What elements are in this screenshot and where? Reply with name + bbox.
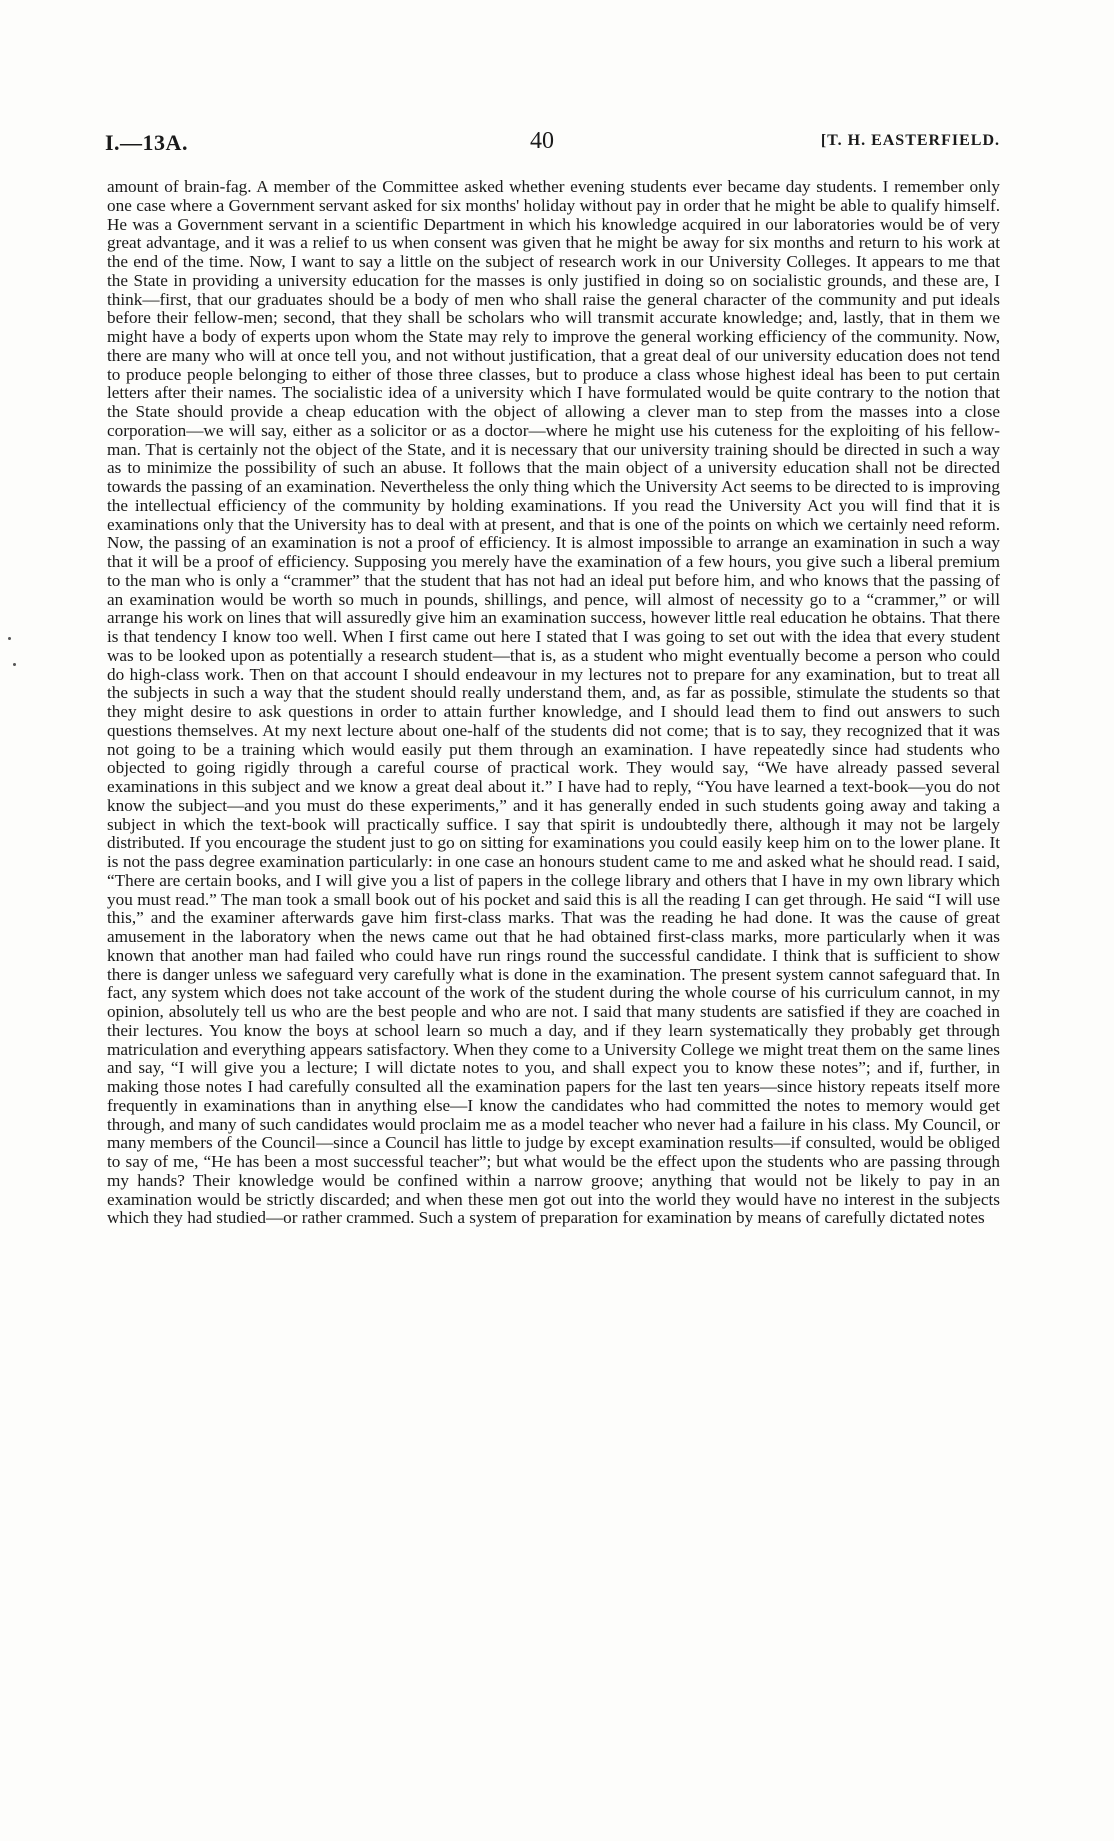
scan-speck xyxy=(13,663,16,666)
paper-reference: I.—13A. xyxy=(105,130,188,155)
body-paragraph: amount of brain-fag. A member of the Committee asked whether evening students ever became day students. I remember only one case where a Government servant asked for six months' holiday without pay in order that he might be able to qualify himself. He was a Government servant in a scientific Department in which his knowledge acquired in our laboratories would be of very great advantage, and it was a relief to us when consent was given that he might be away for six months and return to his work at the end of the time. Now, I want to say a little on the subject of research work in our University Colleges. It appears to me that the State in providing a university education for the masses is only justified in doing so on socialistic grounds, and these are, I think—first, that our graduates should be a body of men who shall raise the general character of the community and put ideals before their fellow-men; second, that they shall be scholars who will transmit accurate knowledge; and, lastly, that in them we might have a body of experts upon whom the State may rely to improve the general working efficiency of the community. Now, there are many who will at once tell you, and not without justification, that a great deal of our university education does not tend to produce people belonging to either of those three classes, but to produce a class whose highest ideal has been to put certain letters after their names. The socialistic idea of a university which I have formulated would be quite contrary to the notion that the State should provide a cheap education with the object of allowing a clever man to step from the masses into a close corporation—we will say, either as a solicitor or as a doctor—where he might use his cuteness for the exploiting of his fellow-man. That is certainly not the object of the State, and it is necessary that our university training should be directed in such a way as to minimize the possibility of such an abuse. It follows that the main object of a university education shall not be directed towards the passing of an examination. Nevertheless the only thing which the University Act seems to be directed to is improving the intellectual efficiency of the community by holding examinations. If you read the University Act you will find that it is examinations only that the University has to deal with at present, and that is one of the points on which we certainly need reform. Now, the passing of an examination is not a proof of efficiency. It is almost impossible to arrange an examination in such a way that it will be a proof of efficiency. Supposing you merely have the examination of a few hours, you give such a liberal premium to the man who is only a “crammer” that the student that has not had an ideal put before him, and who knows that the passing of an examination would be worth so much in pounds, shillings, and pence, will almost of necessity go to a “crammer,” or will arrange his work on lines that will assuredly give him an examination success, however little real education he obtains. That there is that tendency I know too well. When I first came out here I stated that I was going to set out with the idea that every student was to be looked upon as potentially a research student—that is, as a student who might eventually become a person who could do high-class work. Then on that account I should endeavour in my lectures not to prepare for any examination, but to treat all the subjects in such a way that the student should really understand them, and, as far as possible, stimulate the students so that they might desire to ask questions in order to attain further knowledge, and I should lead them to find out answers to such questions themselves. At my next lecture about one-half of the students did not come; that is to say, they recognized that it was not going to be a training which would easily put them through an examination. I have repeatedly since had students who objected to going rigidly through a careful course of practical work. They would say, “We have already passed several examinations in this subject and we know a great deal about it.” I have had to reply, “You have learned a text-book—you do not know the subject—and you must do these experiments,” and it has generally ended in such students going away and taking a subject in which the text-book will practically suffice. I say that spirit is undoubtedly there, although it may not be largely distributed. If you encourage the student just to go on sitting for examinations you could easily keep him on to the lower plane. It is not the pass degree examination particularly: in one case an honours student came to me and asked what he should read. I said, “There are certain books, and I will give you a list of papers in the college library and others that I have in my own library which you must read.” The man took a small book out of his pocket and said this is all the reading I can get through. He said “I will use this,” and the examiner afterwards gave him first-class marks. That was the reading he had done. It was the cause of great amusement in the laboratory when the news came out that he had obtained first-class marks, more particularly when it was known that another man had failed who could have run rings round the successful candidate. I think that is sufficient to show there is danger unless we safeguard very carefully what is done in the examination. The present system cannot safeguard that. In fact, any system which does not take account of the work of the student during the whole course of his curriculum cannot, in my opinion, absolutely tell us who are the best people and who are not. I said that many students are satisfied if they are coached in their lectures. You know the boys at school learn so much a day, and if they learn systematically they probably get through matriculation and everything appears satisfactory. When they come to a University College we might treat them on the same lines and say, “I will give you a lecture; I will dictate notes to you, and shall expect you to know these notes”; and if, further, in making those notes I had carefully consulted all the examination papers for the last ten years—since history repeats itself more frequently in examinations than in anything else—I know the candidates who had committed the notes to memory would get through, and many of such candidates would proclaim me as a model teacher who never had a failure in his class. My Council, or many members of the Council—since a Council has little to judge by except examination results—if consulted, would be obliged to say of me, “He has been a most successful teacher”; but what would be the effect upon the students who are passing through my hands? Their knowledge would be confined within a narrow groove; anything that would not be likely to pay in an examination would be strictly discarded; and when these men got out into the world they would have no interest in the subjects which they had studied—or rather crammed. Such a system of preparation for examination by means of carefully dictated notes xyxy=(107,177,1000,1228)
page-header xyxy=(105,130,1000,156)
scan-speck xyxy=(8,637,11,640)
witness-name: [T. H. EASTERFIELD. xyxy=(820,132,1000,149)
page-number: 40 xyxy=(530,128,554,154)
